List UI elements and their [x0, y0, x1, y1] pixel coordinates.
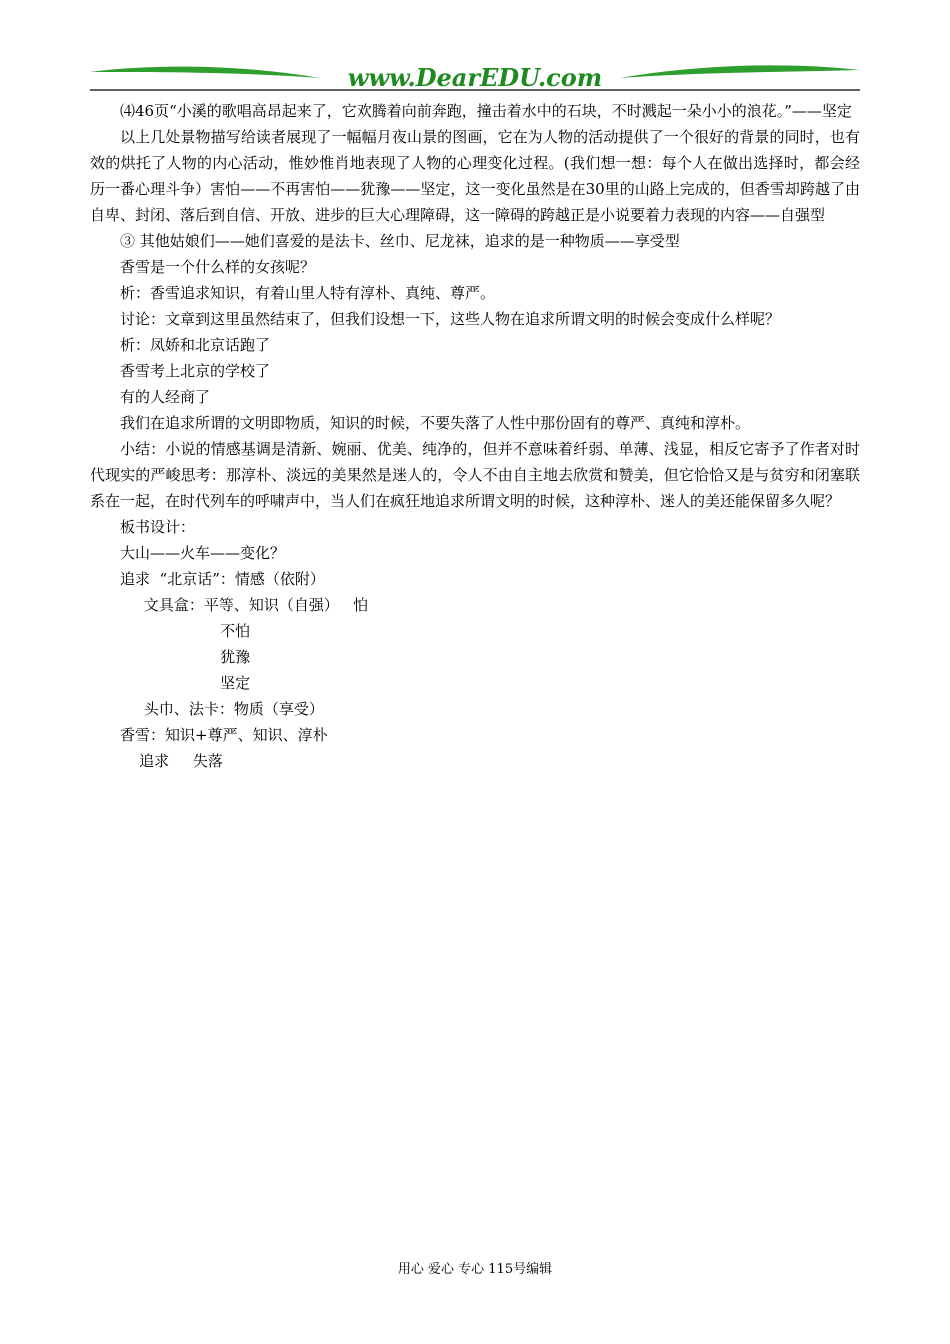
page-footer: 用心 爱心 专心 115号编辑 — [397, 1262, 553, 1277]
document-body — [90, 98, 860, 774]
board-line: 追求 失落 — [120, 752, 223, 770]
board-design — [90, 514, 860, 774]
board-line: 追求 “北京话”：情感（依附） — [120, 570, 325, 588]
header-logo — [90, 62, 860, 92]
paragraph: 我们在追求所谓的文明即物质，知识的时候，不要失落了人性中那份固有的尊严、真纯和淳朴。 — [120, 414, 751, 432]
paragraph: 香雪考上北京的学校了 — [120, 362, 271, 380]
paragraph: 香雪是一个什么样的女孩呢？ — [120, 258, 316, 276]
paragraph: 讨论：文章到这里虽然结束了，但我们设想一下，这些人物在追求所谓文明的时候会变成什么样呢？ — [120, 310, 781, 328]
paragraph: 析：香雪追求知识，有着山里人特有淳朴、真纯、尊严。 — [120, 284, 496, 302]
board-line: 不怕 — [120, 622, 251, 640]
logo-text: www.DearEDU.com — [347, 63, 603, 92]
header-banner — [90, 62, 860, 92]
paragraph: 小结：小说的情感基调是清新、婉丽、优美、纯净的，但并不意味着纤弱、单薄、浅显，相反它寄予了作者对时代现实的严峻思考：那淳朴、淡远的美果然是迷人的，令人不由自主地去欣赏和赞美，但它恰恰又是与贫穷和闭塞联系在一起，在时代列车的呼啸声中，当人们在疯狂地追求所谓文明的时候，这种淳朴、迷人的美还能保留多久呢？ — [90, 440, 860, 510]
board-line: 板书设计： — [120, 518, 196, 536]
paragraph: ⑷46页“小溪的歌唱高昂起来了，它欢腾着向前奔跑，撞击着水中的石块，不时溅起一朵小小的浪花。”——坚定 — [120, 102, 852, 120]
board-line: 头巾、法卡：物质（享受） — [120, 700, 324, 718]
board-line: 坚定 — [120, 674, 251, 692]
board-line: 犹豫 — [120, 648, 251, 666]
board-line: 香雪：知识+尊严、知识、淳朴 — [120, 726, 328, 744]
board-line: 文具盒：平等、知识（自强） 怕 — [120, 596, 369, 614]
paragraph: 析：凤娇和北京话跑了 — [120, 336, 271, 354]
board-line: 大山——火车——变化？ — [120, 544, 286, 562]
paragraph: 以上几处景物描写给读者展现了一幅幅月夜山景的图画，它在为人物的活动提供了一个很好的背景的同时，也有效的烘托了人物的内心活动，惟妙惟肖地表现了人物的心理变化过程。(我们想一想：每个人在做出选择时，都会经历一番心理斗争）害怕——不再害怕——犹豫——坚定，这一变化虽然是在30里的山路上完成的，但香雪却跨越了由自卑、封闭、落后到自信、开放、进步的巨大心理障碍，这一障碍的跨越正是小说要着力表现的内容——自强型 — [90, 128, 860, 224]
paragraph: ③ 其他姑娘们——她们喜爱的是法卡、丝巾、尼龙袜，追求的是一种物质——享受型 — [120, 232, 680, 250]
paragraph: 有的人经商了 — [120, 388, 211, 406]
